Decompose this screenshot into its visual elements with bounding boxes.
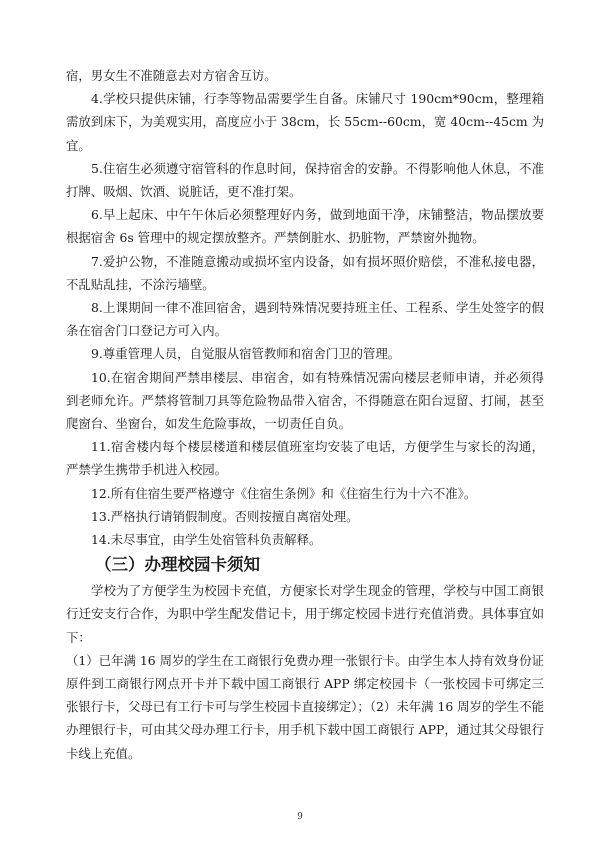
rule-8-paragraph: 8.上课期间一律不准回宿舍，遇到特殊情况要持班主任、工程系、学生处签字的假条在宿舍门口登记方可入内。 bbox=[66, 300, 544, 339]
page-number: 9 bbox=[297, 812, 303, 822]
rule-10-paragraph: 10.在宿舍期间严禁串楼层、串宿舍，如有特殊情况需向楼层老师申请，并必须得到老师允许。严禁将管制刀具等危险物品带入宿舍，不得随意在阳台逗留、打闹，甚至爬窗台、坐窗台，如发生危险事故，一切责任自负。 bbox=[66, 369, 544, 432]
paragraph-continued: 宿，男女生不准随意去对方宿舍互访。 bbox=[66, 68, 277, 83]
page-body bbox=[66, 64, 544, 765]
rule-4-paragraph: 4.学校只提供床铺，行李等物品需要学生自备。床铺尺寸 190cm*90cm，整理箱需放到床下，为美观实用，高度应小于 38cm，长 55cm--60cm，宽 40cm--45cm 为宜。 bbox=[66, 91, 544, 153]
rule-9-paragraph: 9.尊重管理人员，自觉服从宿管教师和宿舍门卫的管理。 bbox=[91, 346, 401, 362]
rule-5-paragraph: 5.住宿生必须遵守宿管科的作息时间，保持宿舍的安静。不得影响他人休息，不准打牌、吸烟、饮酒、说脏话，更不准打架。 bbox=[66, 160, 544, 200]
campus-card-details-paragraph: （1）已年满 16 周岁的学生在工商银行免费办理一张银行卡。由学生本人持有效身份证原件到工商银行网点开卡并下载中国工商银行 APP 绑定校园卡（一张校园卡可绑定三张银行卡，父母已有工行卡可与学生校园卡直接绑定）；（2）未年满 16 周岁的学生不能办理银行卡，可由其父母办理工行卡，用手机下载中国工商银行 APP，通过其父母银行卡线上充值。 bbox=[66, 652, 544, 761]
section-heading: （三）办理校园卡须知 bbox=[95, 555, 260, 575]
campus-card-intro-paragraph: 学校为了方便学生为校园卡充值，方便家长对学生现金的管理，学校与中国工商银行迁安支行合作，为职中学生配发借记卡，用于绑定校园卡进行充值消费。具体事宜如下： bbox=[66, 583, 544, 645]
rule-12-paragraph: 12.所有住宿生要严格遵守《住宿生条例》和《住宿生行为十六不准》。 bbox=[91, 485, 477, 501]
rule-11-paragraph: 11.宿舍楼内每个楼层楼道和楼层值班室均安装了电话，方便学生与家长的沟通，严禁学生携带手机进入校园。 bbox=[66, 439, 544, 478]
rule-13-paragraph: 13.严格执行请销假制度。否则按擅自离宿处理。 bbox=[91, 508, 359, 524]
rule-14-paragraph: 14.未尽事宜，由学生处宿管科负责解释。 bbox=[91, 532, 322, 548]
rule-7-paragraph: 7.爱护公物，不准随意搬动或损坏室内设备，如有损坏照价赔偿，不准私接电器，不乱贴乱挂，不涂污墙壁。 bbox=[66, 253, 544, 292]
rule-6-paragraph: 6.早上起床、中午午休后必须整理好内务，做到地面干净，床铺整洁，物品摆放要根据宿舍 6s 管理中的规定摆放整齐。严禁倒脏水、扔脏物，严禁窗外抛物。 bbox=[66, 207, 544, 246]
